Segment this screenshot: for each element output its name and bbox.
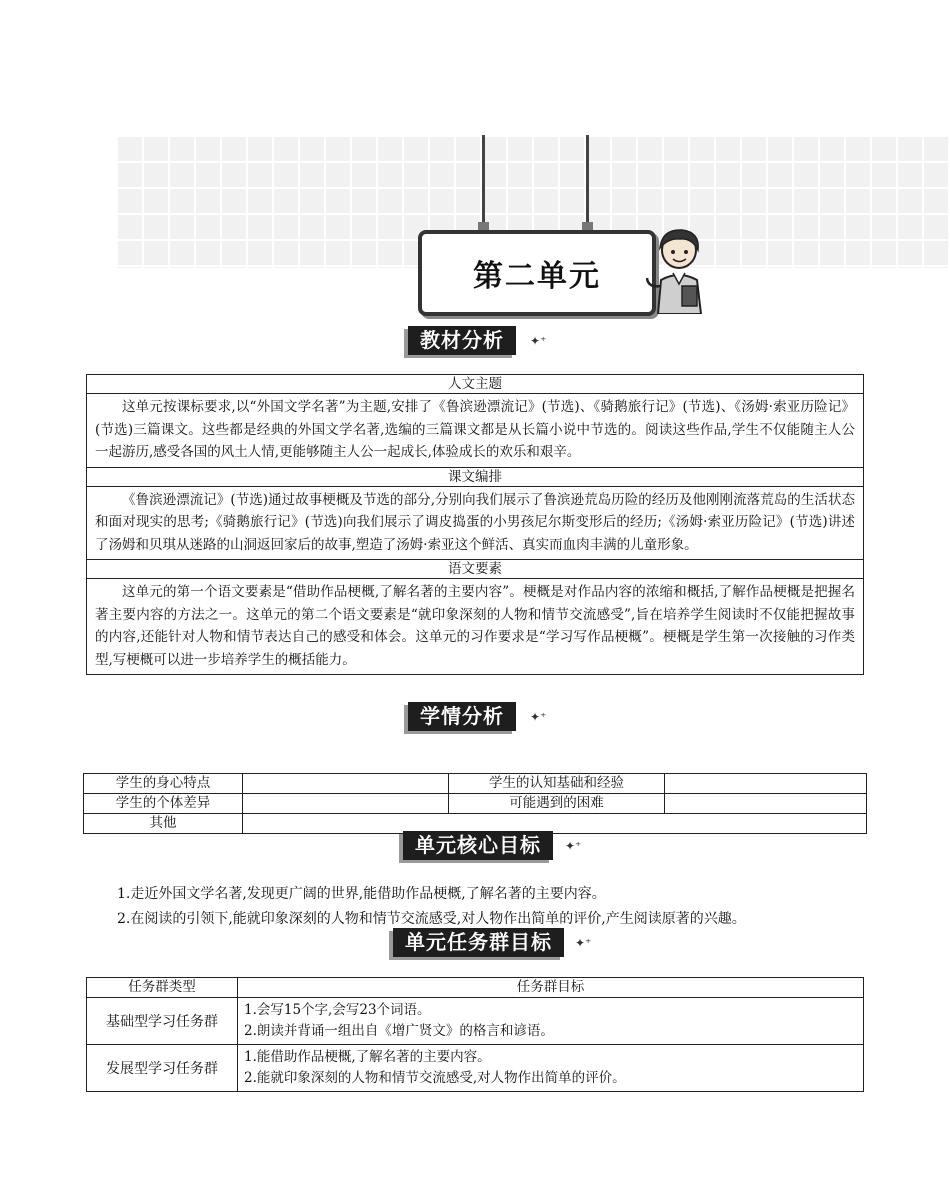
label-individual-differences: 学生的个体差异: [84, 794, 243, 814]
value-possible-difficulties[interactable]: [665, 794, 867, 814]
column-header-type: 任务群类型: [87, 978, 238, 998]
section-heading-learner-analysis: [408, 702, 547, 732]
list-item: 1.走近外国文学名著,发现更广阔的世界,能借助作品梗概,了解名著的主要内容。: [117, 886, 606, 902]
sparkle-icon: ✦⁺: [575, 936, 592, 950]
table-header-cell: 课文编排: [87, 467, 864, 486]
list-item: 2.能就印象深刻的人物和情节交流感受,对人物作出简单的评价。: [244, 1070, 626, 1086]
student-mascot-icon: [646, 226, 708, 314]
column-header-goal: 任务群目标: [238, 978, 864, 998]
task-type-development: 发展型学习任务群: [87, 1045, 238, 1092]
task-goals-development: [238, 1045, 864, 1092]
section-heading-label: 单元核心目标: [403, 831, 553, 860]
hanging-rope-left: [482, 135, 485, 227]
task-group-goals-table: [86, 977, 864, 1092]
list-item: 1.会写15个字,会写23个词语。: [244, 1002, 431, 1018]
table-header-cell: 人文主题: [87, 375, 864, 394]
task-goals-basic: [238, 998, 864, 1045]
list-item: 2.朗读并背诵一组出自《增广贤文》的格言和谚语。: [244, 1023, 554, 1039]
list-item: 2.在阅读的引领下,能就印象深刻的人物和情节交流感受,对人物作出简单的评价,产生阅读原著的兴趣。: [117, 911, 746, 927]
task-type-basic: 基础型学习任务群: [87, 998, 238, 1045]
sparkle-icon: ✦⁺: [565, 839, 582, 853]
section-heading-label: 单元任务群目标: [393, 928, 564, 957]
section-heading-textbook-analysis: [408, 326, 547, 356]
table-header-cell: 语文要素: [87, 560, 864, 579]
table-text-cell: 这单元按课标要求,以“外国文学名著”为主题,安排了《鲁滨逊漂流记》(节选)、《骑鹅旅行记》(节选)、《汤姆·索亚历险记》(节选)三篇课文。这些都是经典的外国文学名著,选编的三篇课文都是从长篇小说中节选的。阅读这些作品,学生不仅能随主人公一起游历,感受各国的风土人情,更能够随主人公一起成长,体验成长的欢乐和艰辛。: [87, 394, 864, 468]
learner-analysis-table: [83, 773, 867, 834]
value-cognitive-basis[interactable]: [665, 774, 867, 794]
unit-title-board: [418, 230, 656, 316]
label-cognitive-basis: 学生的认知基础和经验: [449, 774, 665, 794]
table-text-cell: 《鲁滨逊漂流记》(节选)通过故事梗概及节选的部分,分别向我们展示了鲁滨逊荒岛历险的经历及他刚刚流落荒岛的生活状态和面对现实的思考;《骑鹅旅行记》(节选)向我们展示了调皮捣蛋的小男孩尼尔斯变形后的经历;《汤姆·索亚历险记》(节选)讲述了汤姆和贝琪从迷路的山洞返回家后的故事,塑造了汤姆·索亚这个鲜活、真实而血肉丰满的儿童形象。: [87, 486, 864, 560]
value-physical-traits[interactable]: [243, 774, 449, 794]
section-heading-label: 教材分析: [408, 326, 516, 355]
section-heading-task-group-goals: [393, 928, 592, 958]
list-item: 1.能借助作品梗概,了解名著的主要内容。: [244, 1049, 491, 1065]
label-possible-difficulties: 可能遇到的困难: [449, 794, 665, 814]
label-other: 其他: [84, 814, 243, 834]
label-physical-traits: 学生的身心特点: [84, 774, 243, 794]
textbook-analysis-table: [86, 374, 864, 675]
section-heading-core-goals: [403, 831, 582, 861]
table-text-cell: 这单元的第一个语文要素是“借助作品梗概,了解名著的主要内容”。梗概是对作品内容的浓缩和概括,了解作品梗概是把握名著主要内容的方法之一。这单元的第二个语文要素是“就印象深刻的人物和情节交流感受”,旨在培养学生阅读时不仅能把握故事的内容,还能针对人物和情节表达自己的感受和体会。这单元的习作要求是“学习写作品梗概”。梗概是学生第一次接触的习作类型,写梗概可以进一步培养学生的概括能力。: [87, 579, 864, 675]
core-goals-list: [117, 882, 746, 932]
unit-title: 第二单元: [473, 259, 601, 294]
sparkle-icon: ✦⁺: [530, 334, 547, 348]
section-heading-label: 学情分析: [408, 702, 516, 731]
sparkle-icon: ✦⁺: [530, 710, 547, 724]
value-other[interactable]: [243, 814, 867, 834]
hanging-rope-right: [586, 135, 589, 227]
value-individual-differences[interactable]: [243, 794, 449, 814]
